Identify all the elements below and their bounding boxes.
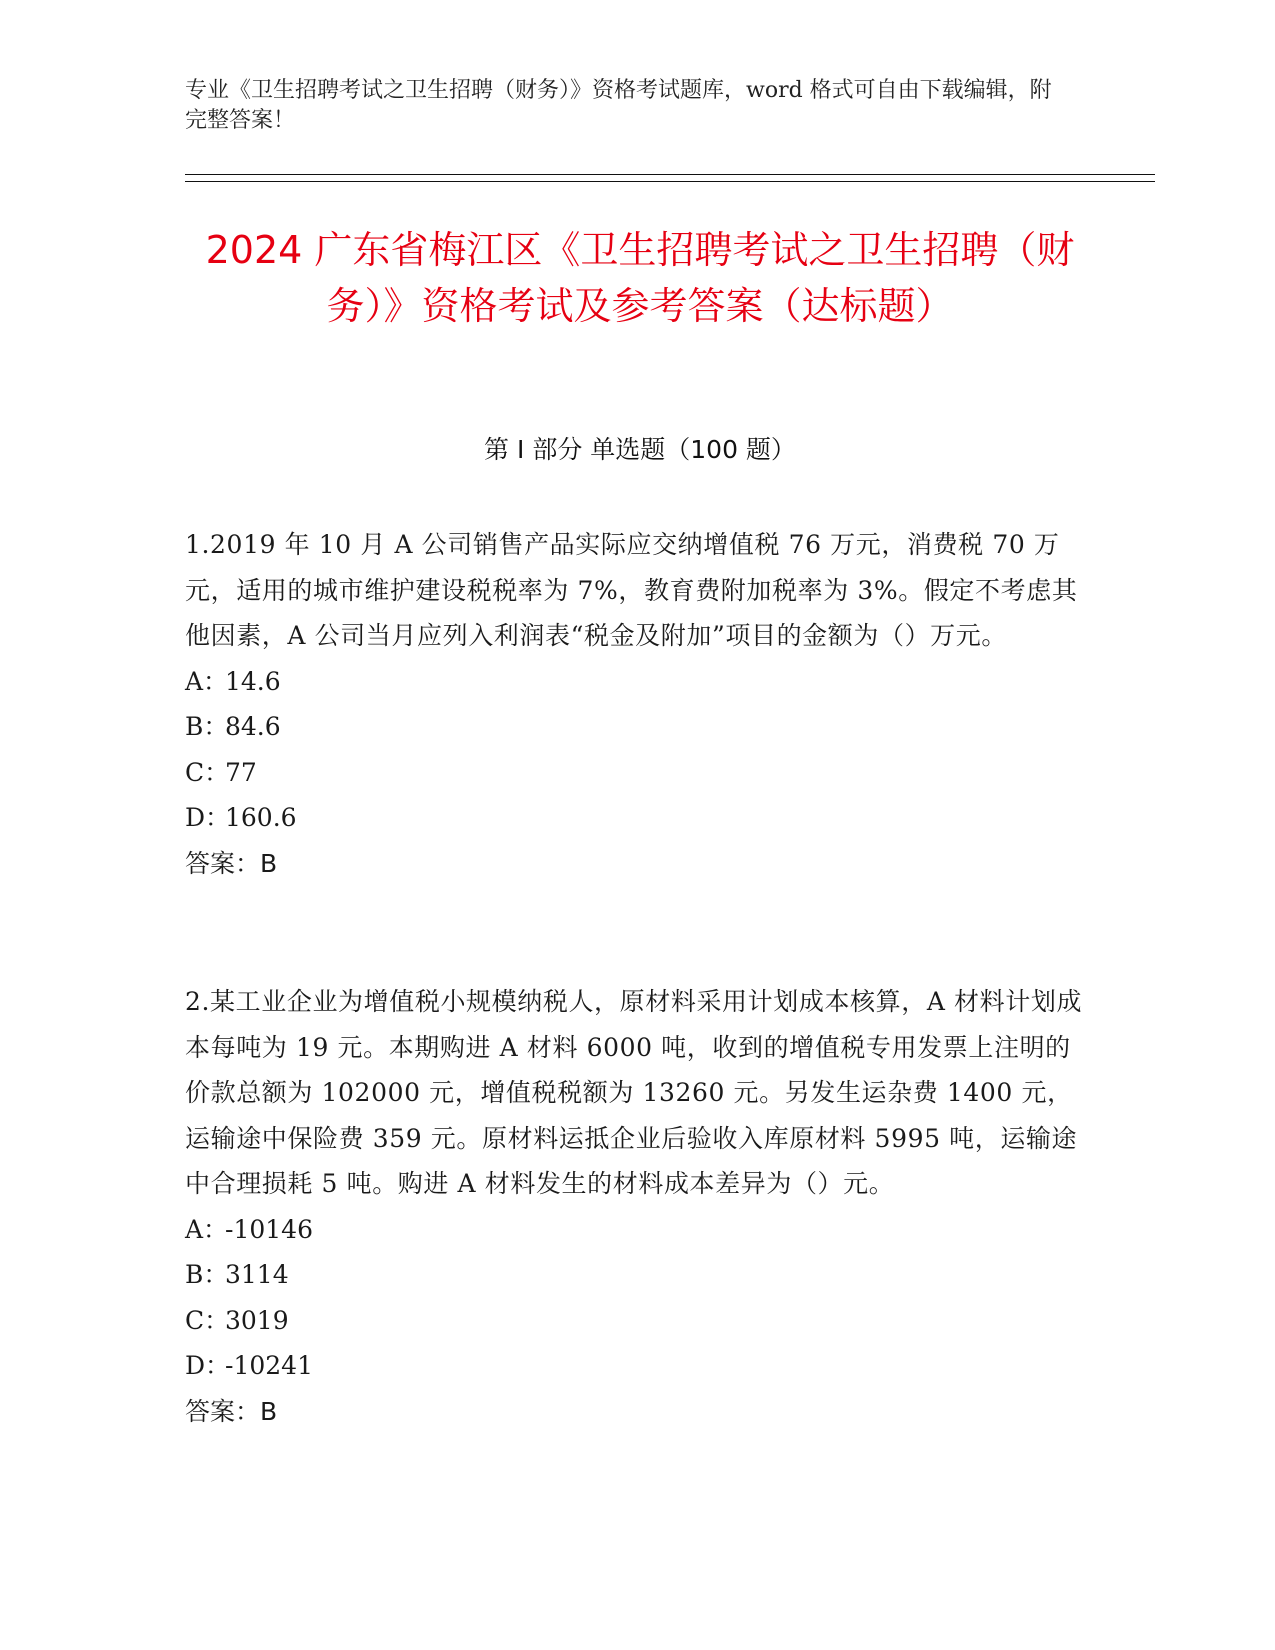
option-key: C：	[185, 757, 230, 787]
header-divider	[185, 174, 1155, 175]
answer-line: 答案：B	[185, 848, 278, 878]
option-key: D：	[185, 803, 231, 832]
option-b	[185, 1252, 1085, 1298]
answer-line: 答案：B	[185, 1396, 278, 1426]
header-divider-second	[185, 181, 1155, 182]
option-d	[185, 795, 1085, 841]
option-value: -10241	[225, 1351, 313, 1380]
question-2	[185, 979, 1085, 1434]
option-key: C：	[185, 1305, 230, 1335]
option-value: 14.6	[225, 666, 281, 696]
option-c	[185, 750, 1085, 796]
option-key: A：	[185, 666, 229, 696]
option-value: 84.6	[225, 712, 281, 741]
option-c	[185, 1298, 1085, 1344]
option-b	[185, 704, 1085, 750]
option-value: 160.6	[225, 803, 297, 832]
option-key: D：	[185, 1351, 231, 1380]
option-d	[185, 1343, 1085, 1389]
option-key: B：	[185, 712, 229, 741]
document-title: 2024 广东省梅江区《卫生招聘考试之卫生招聘（财务）》资格考试及参考答案（达标题）	[205, 228, 1075, 328]
section-title: 第 I 部分 单选题（100 题）	[484, 435, 796, 464]
option-a	[185, 659, 1085, 705]
question-stem: 1.2019 年 10 月 A 公司销售产品实际应交纳增值税 76 万元，消费税 70 万元，适用的城市维护建设税税率为 7%，教育费附加税率为 3%。假定不考虑其他因素，A 公司当月应列入利润表“税金及附加”项目的金额为（）万元。	[185, 530, 1078, 650]
option-value: 3114	[225, 1260, 289, 1289]
option-a	[185, 1207, 1085, 1253]
option-value: -10146	[225, 1214, 313, 1244]
header-note: 专业《卫生招聘考试之卫生招聘（财务）》资格考试题库，word 格式可自由下载编辑，附完整答案！	[185, 78, 1052, 133]
option-key: B：	[185, 1260, 229, 1289]
option-value: 3019	[225, 1305, 289, 1335]
question-1	[185, 522, 1085, 886]
option-value: 77	[225, 757, 257, 787]
option-key: A：	[185, 1214, 229, 1244]
question-stem: 2.某工业企业为增值税小规模纳税人，原材料采用计划成本核算，A 材料计划成本每吨为 19 元。本期购进 A 材料 6000 吨，收到的增值税专用发票上注明的价款总额为 102000 元，增值税税额为 13260 元。另发生运杂费 1400 元，运输途中保险费 359 元。原材料运抵企业后验收入库原材料 5995 吨，运输途中合理损耗 5 吨。购进 A 材料发生的材料成本差异为（）元。	[185, 987, 1083, 1198]
